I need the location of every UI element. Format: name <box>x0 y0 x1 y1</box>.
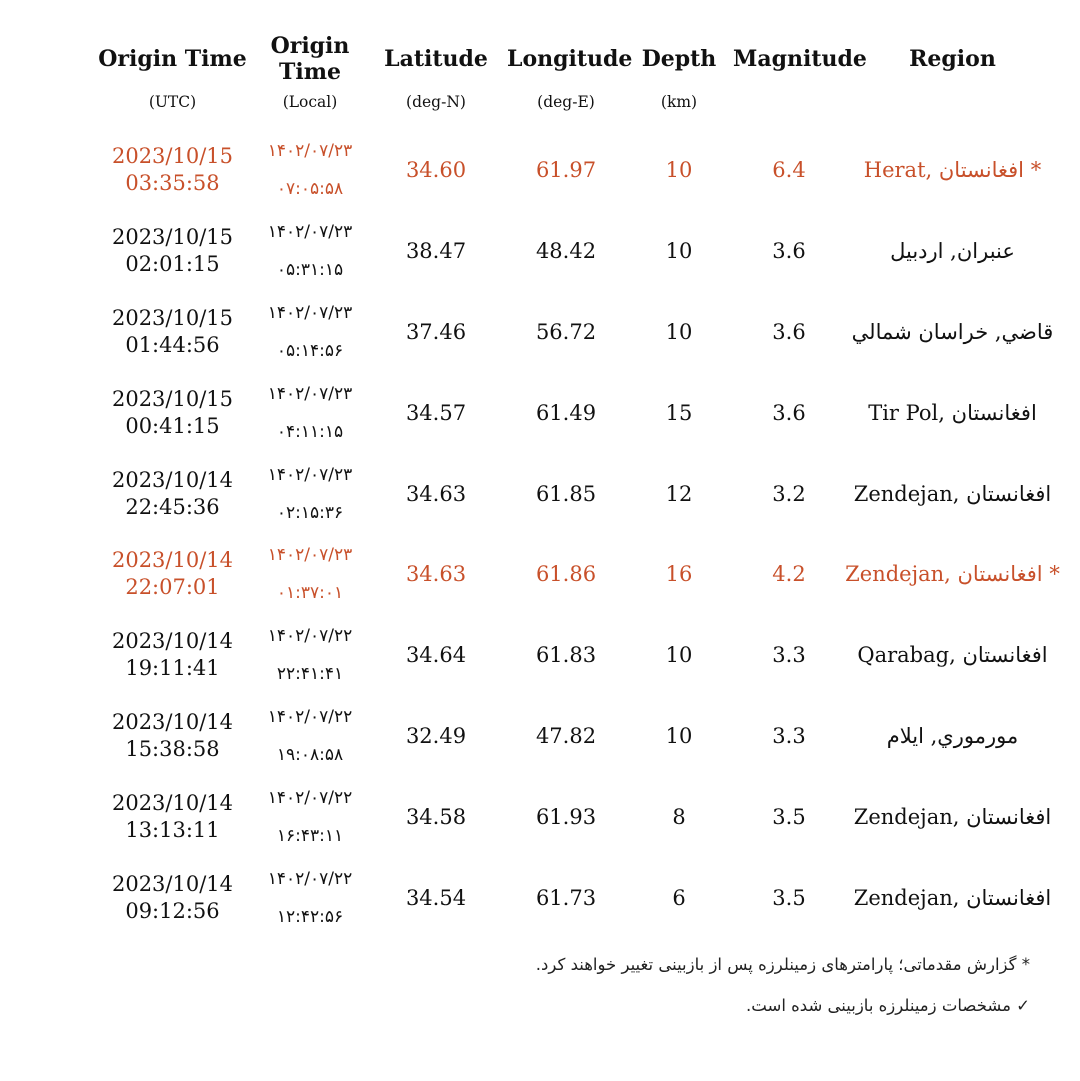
region-cell: Zendejan, افغانستان * <box>845 562 1060 587</box>
latitude-cell: 34.60 <box>405 158 467 183</box>
region-cell: Tir Pol, افغانستان <box>868 400 1037 425</box>
latitude-cell: 32.49 <box>405 723 467 748</box>
unit-depth: (km) <box>660 93 698 111</box>
local-time: ۰۱:۳۷:۰۱ <box>276 583 344 604</box>
longitude-cell: 61.83 <box>535 643 597 668</box>
local-date: ۱۴۰۲/۰۷/۲۳ <box>267 383 353 404</box>
earthquake-table <box>90 28 1060 938</box>
utc-time-cell <box>90 224 255 278</box>
table-row <box>90 696 1060 777</box>
col-header-latitude: Latitude <box>384 46 488 72</box>
utc-time: 02:01:15 <box>125 252 220 277</box>
local-date: ۱۴۰۲/۰۷/۲۲ <box>267 626 353 647</box>
local-time-cell <box>255 456 365 532</box>
col-header-depth: Depth <box>641 46 717 72</box>
local-time-cell <box>255 213 365 289</box>
local-date: ۱۴۰۲/۰۷/۲۳ <box>267 141 353 162</box>
footnotes <box>536 955 1030 1037</box>
col-header-local: Origin Time <box>270 33 350 85</box>
local-time-cell <box>255 860 365 936</box>
magnitude-cell: 3.3 <box>772 723 806 748</box>
utc-time: 15:38:58 <box>125 736 220 761</box>
latitude-cell: 34.57 <box>405 400 467 425</box>
longitude-cell: 61.73 <box>535 885 597 910</box>
magnitude-cell: 3.6 <box>772 400 806 425</box>
magnitude-cell: 3.5 <box>772 804 806 829</box>
footnote-preliminary: * گزارش مقدماتی؛ پارامترهای زمینلرزه پس از بازبینی تغییر خواهند کرد. <box>535 955 1030 974</box>
utc-time: 00:41:15 <box>125 413 220 438</box>
utc-time-cell <box>90 871 255 925</box>
magnitude-cell: 3.2 <box>772 481 806 506</box>
depth-cell: 10 <box>665 643 693 668</box>
magnitude-cell: 4.2 <box>772 562 806 587</box>
local-time-cell <box>255 536 365 612</box>
table-row <box>90 372 1060 453</box>
depth-cell: 15 <box>665 400 693 425</box>
depth-cell: 10 <box>665 723 693 748</box>
utc-date: 2023/10/14 <box>111 548 234 573</box>
col-header-magnitude: Magnitude <box>733 46 867 72</box>
utc-time-cell <box>90 143 255 197</box>
magnitude-cell: 3.6 <box>772 319 806 344</box>
utc-time-cell <box>90 467 255 521</box>
utc-time: 03:35:58 <box>125 171 220 196</box>
magnitude-cell: 3.5 <box>772 885 806 910</box>
local-time-cell <box>255 698 365 774</box>
utc-date: 2023/10/14 <box>111 629 234 654</box>
col-header-utc: Origin Time <box>98 46 247 72</box>
depth-cell: 10 <box>665 158 693 183</box>
longitude-cell: 61.85 <box>535 481 597 506</box>
local-date: ۱۴۰۲/۰۷/۲۳ <box>267 222 353 243</box>
utc-time: 09:12:56 <box>125 898 220 923</box>
local-time: ۱۹:۰۸:۵۸ <box>276 744 344 765</box>
local-time: ۰۵:۱۴:۵۶ <box>276 340 344 361</box>
table-row <box>90 130 1060 211</box>
local-date: ۱۴۰۲/۰۷/۲۲ <box>267 787 353 808</box>
region-cell: Zendejan, افغانستان <box>853 885 1052 910</box>
region-cell: عنبران, اردبيل <box>890 239 1015 264</box>
local-date: ۱۴۰۲/۰۷/۲۳ <box>267 302 353 323</box>
local-date: ۱۴۰۲/۰۷/۲۳ <box>267 545 353 566</box>
longitude-cell: 61.97 <box>535 158 597 183</box>
depth-cell: 6 <box>672 885 686 910</box>
latitude-cell: 34.63 <box>405 562 467 587</box>
utc-date: 2023/10/15 <box>111 305 234 330</box>
utc-date: 2023/10/15 <box>111 225 234 250</box>
latitude-cell: 37.46 <box>405 319 467 344</box>
local-date: ۱۴۰۲/۰۷/۲۳ <box>267 464 353 485</box>
utc-time: 22:45:36 <box>125 494 220 519</box>
utc-time: 01:44:56 <box>125 332 220 357</box>
table-row <box>90 453 1060 534</box>
local-time: ۰۲:۱۵:۳۶ <box>276 502 344 523</box>
depth-cell: 10 <box>665 239 693 264</box>
utc-date: 2023/10/14 <box>111 709 234 734</box>
col-header-region: Region <box>909 46 996 72</box>
unit-latitude: (deg-N) <box>406 93 466 111</box>
local-time: ۱۶:۴۳:۱۱ <box>276 825 344 846</box>
latitude-cell: 34.64 <box>405 643 467 668</box>
table-row <box>90 534 1060 615</box>
longitude-cell: 48.42 <box>535 239 597 264</box>
region-cell: مورموري, ايلام <box>886 723 1019 748</box>
local-time: ۱۲:۴۲:۵۶ <box>276 906 344 927</box>
table-body <box>90 130 1060 938</box>
utc-time: 13:13:11 <box>125 817 220 842</box>
latitude-cell: 34.58 <box>405 804 467 829</box>
region-cell: Zendejan, افغانستان <box>853 481 1052 506</box>
local-date: ۱۴۰۲/۰۷/۲۲ <box>267 868 353 889</box>
magnitude-cell: 3.6 <box>772 239 806 264</box>
header-row <box>90 28 1060 90</box>
local-time: ۰۵:۳۱:۱۵ <box>276 260 344 281</box>
longitude-cell: 47.82 <box>535 723 597 748</box>
utc-date: 2023/10/14 <box>111 871 234 896</box>
col-header-longitude: Longitude <box>507 46 633 72</box>
table-row <box>90 857 1060 938</box>
longitude-cell: 61.49 <box>535 400 597 425</box>
magnitude-cell: 3.3 <box>772 643 806 668</box>
unit-local: (Local) <box>282 93 338 111</box>
magnitude-cell: 6.4 <box>772 158 806 183</box>
utc-time-cell <box>90 386 255 440</box>
utc-date: 2023/10/15 <box>111 144 234 169</box>
latitude-cell: 38.47 <box>405 239 467 264</box>
local-time: ۰۴:۱۱:۱۵ <box>276 421 344 442</box>
unit-longitude: (deg-E) <box>537 93 595 111</box>
local-date: ۱۴۰۲/۰۷/۲۲ <box>267 706 353 727</box>
latitude-cell: 34.54 <box>405 885 467 910</box>
longitude-cell: 61.86 <box>535 562 597 587</box>
local-time: ۲۲:۴۱:۴۱ <box>276 664 344 685</box>
region-cell: Qarabag, افغانستان <box>857 643 1048 668</box>
depth-cell: 12 <box>665 481 693 506</box>
region-cell: Zendejan, افغانستان <box>853 804 1052 829</box>
table-row <box>90 211 1060 292</box>
longitude-cell: 56.72 <box>535 319 597 344</box>
unit-utc: (UTC) <box>148 93 197 111</box>
utc-date: 2023/10/14 <box>111 467 234 492</box>
local-time: ۰۷:۰۵:۵۸ <box>276 179 344 200</box>
unit-row <box>90 90 1060 114</box>
utc-time-cell <box>90 305 255 359</box>
utc-time-cell <box>90 790 255 844</box>
local-time-cell <box>255 294 365 370</box>
table-row <box>90 776 1060 857</box>
longitude-cell: 61.93 <box>535 804 597 829</box>
utc-time-cell <box>90 628 255 682</box>
table-row <box>90 615 1060 696</box>
region-cell: Herat, افغانستان * <box>863 158 1042 183</box>
utc-time: 19:11:41 <box>125 656 220 681</box>
table-row <box>90 292 1060 373</box>
footnote-reviewed: ✓ مشخصات زمینلرزه بازبینی شده است. <box>746 996 1030 1015</box>
local-time-cell <box>255 375 365 451</box>
depth-cell: 16 <box>665 562 693 587</box>
local-time-cell <box>255 779 365 855</box>
utc-date: 2023/10/15 <box>111 386 234 411</box>
local-time-cell <box>255 617 365 693</box>
utc-date: 2023/10/14 <box>111 790 234 815</box>
local-time-cell <box>255 132 365 208</box>
region-cell: قاضي, خراسان شمالي <box>851 319 1054 344</box>
utc-time: 22:07:01 <box>125 575 220 600</box>
latitude-cell: 34.63 <box>405 481 467 506</box>
depth-cell: 8 <box>672 804 686 829</box>
depth-cell: 10 <box>665 319 693 344</box>
utc-time-cell <box>90 547 255 601</box>
utc-time-cell <box>90 709 255 763</box>
